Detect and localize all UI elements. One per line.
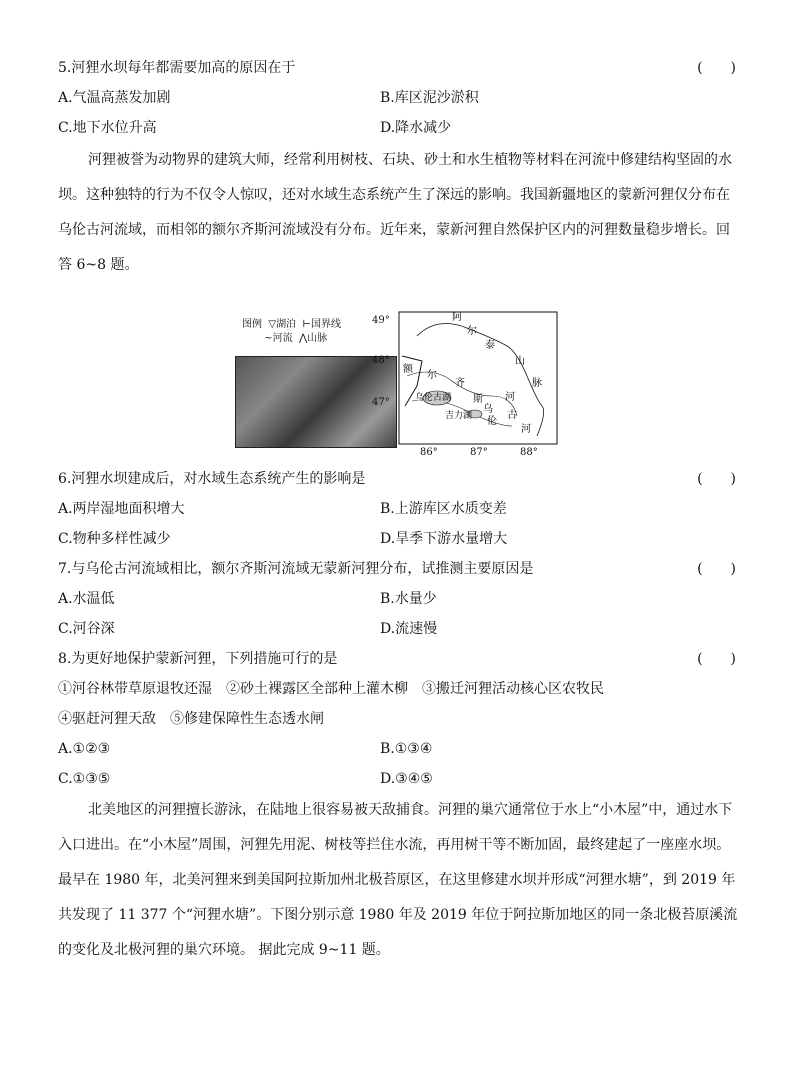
border-icon: ⊢: [302, 319, 312, 330]
map-legend: [242, 318, 341, 346]
map-label-gu: 古: [507, 410, 517, 421]
lon-87: 87°: [470, 447, 488, 458]
q5-stem: 5.河狸水坝每年都需要加高的原因在于: [58, 60, 296, 76]
map-label-e: 额: [403, 364, 413, 375]
q8-option-c: C.①③⑤: [58, 771, 111, 787]
q8-answer-bracket: ( ): [697, 651, 736, 667]
map-label-jili-lake: 吉力湖: [445, 411, 473, 421]
q7-stem: 7.与乌伦古河流域相比，额尔齐斯河流域无蒙新河狸分布，试推测主要原因是: [58, 561, 534, 577]
q8-items-line-1: ①河谷林带草原退牧还湿 ②砂土裸露区全部种上灌木柳 ③搬迁河狸活动核心区农牧民: [58, 681, 604, 697]
q5-option-d: D.降水减少: [380, 120, 452, 136]
q8-option-a: A.①②③: [58, 741, 111, 757]
q8-option-d: D.③④⑤: [380, 771, 433, 787]
map-label-a: 阿: [452, 312, 462, 323]
passage-1: 河狸被誉为动物界的建筑大师，经常利用树枝、石块、砂土和水生植物等材料在河流中修建结构坚固的水坝。这种独特的行为不仅令人惊叹，还对水域生态系统产生了深远的影响。我国新疆地区的蒙新河狸仅分布在乌伦古河流域，而相邻的额尔齐斯河流域没有分布。近年来，蒙新河狸自然保护区内的河狸数量稳步增长。回答 6~8 题。: [58, 152, 732, 273]
lon-88: 88°: [520, 447, 538, 458]
legend-lake: 湖泊: [276, 319, 297, 330]
q8-stem: 8.为更好地保护蒙新河狸，下列措施可行的是: [58, 651, 338, 667]
map-label-wu: 乌: [483, 404, 493, 415]
q8-items-line-2: ④驱赶河狸天敌 ⑤修建保障性生态透水闸: [58, 711, 324, 727]
q6-option-c: C.物种多样性减少: [58, 531, 171, 547]
map-label-he2: 河: [521, 424, 531, 435]
lat-47: 47°: [372, 397, 390, 408]
q5-option-b: B.库区泥沙淤积: [380, 90, 479, 106]
passage-2: 北美地区的河狸擅长游泳，在陆地上很容易被天敌捕食。河狸的巢穴通常位于水上“小木屋”中，通过水下入口进出。在“小木屋”周围，河狸先用泥、树枝等拦住水流，再用树干等不断加固，最终建起了一座座水坝。最早在 1980 年，北美河狸来到美国阿拉斯加州北极苔原区，在这里修建水坝并形成“河狸水塘”，到 2019 年共发现了 11 377 个“河狸水塘”。下图分别示意 1980 年及 2019 年位于阿拉斯加地区的同一条北极苔原溪流的变化及北极河狸的巢穴环境。 据此完成 9~11 题。: [58, 802, 738, 958]
legend-title: 图例: [242, 319, 262, 330]
q6-option-b: B.上游库区水质变差: [380, 501, 507, 517]
map-label-mai: 脉: [532, 378, 542, 389]
lat-48: 48°: [372, 355, 390, 366]
q6-stem: 6.河狸水坝建成后，对水域生态系统产生的影响是: [58, 471, 366, 487]
lat-49: 49°: [372, 315, 390, 326]
map-label-ulungu-lake: 乌伦古湖: [415, 393, 452, 403]
lake-icon: ▽: [268, 319, 277, 330]
q7-option-d: D.流速慢: [380, 621, 438, 637]
q7-option-c: C.河谷深: [58, 621, 115, 637]
figure-beaver-map: [232, 304, 562, 458]
q5-answer-bracket: ( ): [697, 60, 736, 76]
map-label-si: 斯: [473, 394, 483, 405]
map-label-lun: 伦: [487, 416, 497, 427]
map-label-er2: 尔: [427, 370, 437, 381]
mountain-icon: ⋀: [299, 333, 308, 344]
q8-option-b: B.①③④: [380, 741, 433, 757]
map-label-he: 河: [505, 392, 515, 403]
river-icon: ~: [264, 333, 273, 344]
legend-river: 河流: [272, 333, 293, 344]
map-label-er: 尔: [467, 326, 477, 337]
lon-86: 86°: [420, 447, 438, 458]
q7-answer-bracket: ( ): [697, 561, 736, 577]
q6-option-d: D.旱季下游水量增大: [380, 531, 508, 547]
map-diagram: [397, 306, 559, 446]
map-label-shan: 山: [515, 356, 525, 367]
q6-answer-bracket: ( ): [697, 471, 736, 487]
q7-option-b: B.水量少: [380, 591, 437, 607]
q5-option-c: C.地下水位升高: [58, 120, 157, 136]
q5-option-a: A.气温高蒸发加剧: [58, 90, 171, 106]
q7-option-a: A.水温低: [58, 591, 115, 607]
legend-border: 国界线: [311, 319, 342, 330]
legend-mountain: 山脉: [307, 333, 328, 344]
map-label-qi: 齐: [455, 378, 465, 389]
q6-option-a: A.两岸湿地面积增大: [58, 501, 185, 517]
map-label-tai: 泰: [485, 340, 495, 351]
